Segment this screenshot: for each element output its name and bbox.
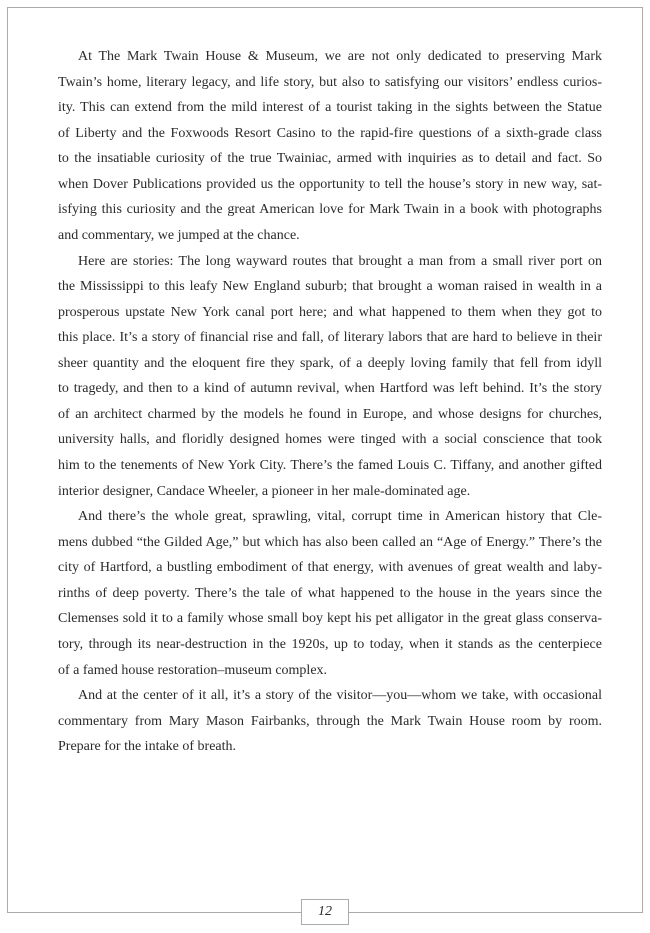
text-line: him to the tenements of New York City. There’s the famed Louis C. Tiffany, and another gifted [58, 458, 602, 473]
text-line: of a famed house restoration–museum complex. [58, 662, 328, 678]
text-line: city of Hartford, a bustling embodiment of that energy, with avenues of great wealth and laby- [58, 560, 602, 576]
text-line: of Liberty and the Foxwoods Resort Casino to the rapid-fire questions of a sixth-grade class [58, 125, 602, 141]
text-line: to the insatiable curiosity of the true Twainiac, armed with inquiries as to detail and fact. So [58, 151, 602, 167]
page-number-box [301, 899, 349, 925]
page-border [7, 7, 643, 919]
text-line: university halls, and floridly designed homes were tinged with a social conscience that took [58, 432, 602, 448]
text-line: interior designer, Candace Wheeler, a pioneer in her male-dominated age. [58, 483, 471, 499]
text-line: Here are stories: The long wayward routes that brought a man from a small river port on [78, 253, 602, 269]
text-line: the Mississippi to this leafy New England suburb; that brought a woman raised in wealth in a [58, 279, 602, 295]
text-line: to tragedy, and then to a kind of autumn revival, when Hartford was left behind. It’s the story [58, 381, 602, 397]
text-line: tory, through its near-destruction in the 1920s, up to today, when it stands as the centerpiece [58, 636, 602, 652]
text-line: and commentary, we jumped at the chance. [58, 227, 300, 243]
page-number: 12 [318, 904, 332, 919]
text-line: commentary from Mary Mason Fairbanks, through the Mark Twain House room by room. [58, 713, 602, 729]
text-line: Twain’s home, literary legacy, and life story, but also to satisfying our visitors’ endless curios- [58, 74, 602, 90]
text-line: Prepare for the intake of breath. [58, 739, 237, 755]
text-line: isfying this curiosity and the great American love for Mark Twain in a book with photographs [58, 202, 602, 218]
text-line: Clemenses sold it to a family whose small boy kept his pet alligator in the great glass conserva- [58, 611, 602, 627]
text-line: And there’s the whole great, sprawling, vital, corrupt time in American history that Cle- [78, 509, 602, 525]
text-line: mens dubbed “the Gilded Age,” but which has also been called an “Age of Energy.” There’s the [58, 534, 602, 550]
text-line: And at the center of it all, it’s a story of the visitor—you—whom we take, with occasional [78, 688, 602, 704]
text-line: this place. It’s a story of financial rise and fall, of literary labors that are hard to believe in their [58, 330, 602, 346]
text-line: when Dover Publications provided us the opportunity to tell the house’s story in new way, sat- [58, 176, 602, 192]
text-line: At The Mark Twain House & Museum, we are not only dedicated to preserving Mark [78, 49, 602, 64]
text-line: rinths of deep poverty. There’s the tale of what happened to the house in the years since the [58, 585, 602, 601]
text-line: ity. This can extend from the mild interest of a tourist taking in the sights between the Statue [58, 100, 602, 116]
text-line: of an architect charmed by the models he found in Europe, and whose designs for churches, [58, 406, 602, 422]
text-line: prosperous upstate New York canal port here; and what happened to them when they got to [58, 304, 602, 320]
text-line: sheer quantity and the eloquent fire they spark, of a deeply loving family that fell from idyll [58, 355, 602, 371]
text-body [8, 8, 642, 760]
